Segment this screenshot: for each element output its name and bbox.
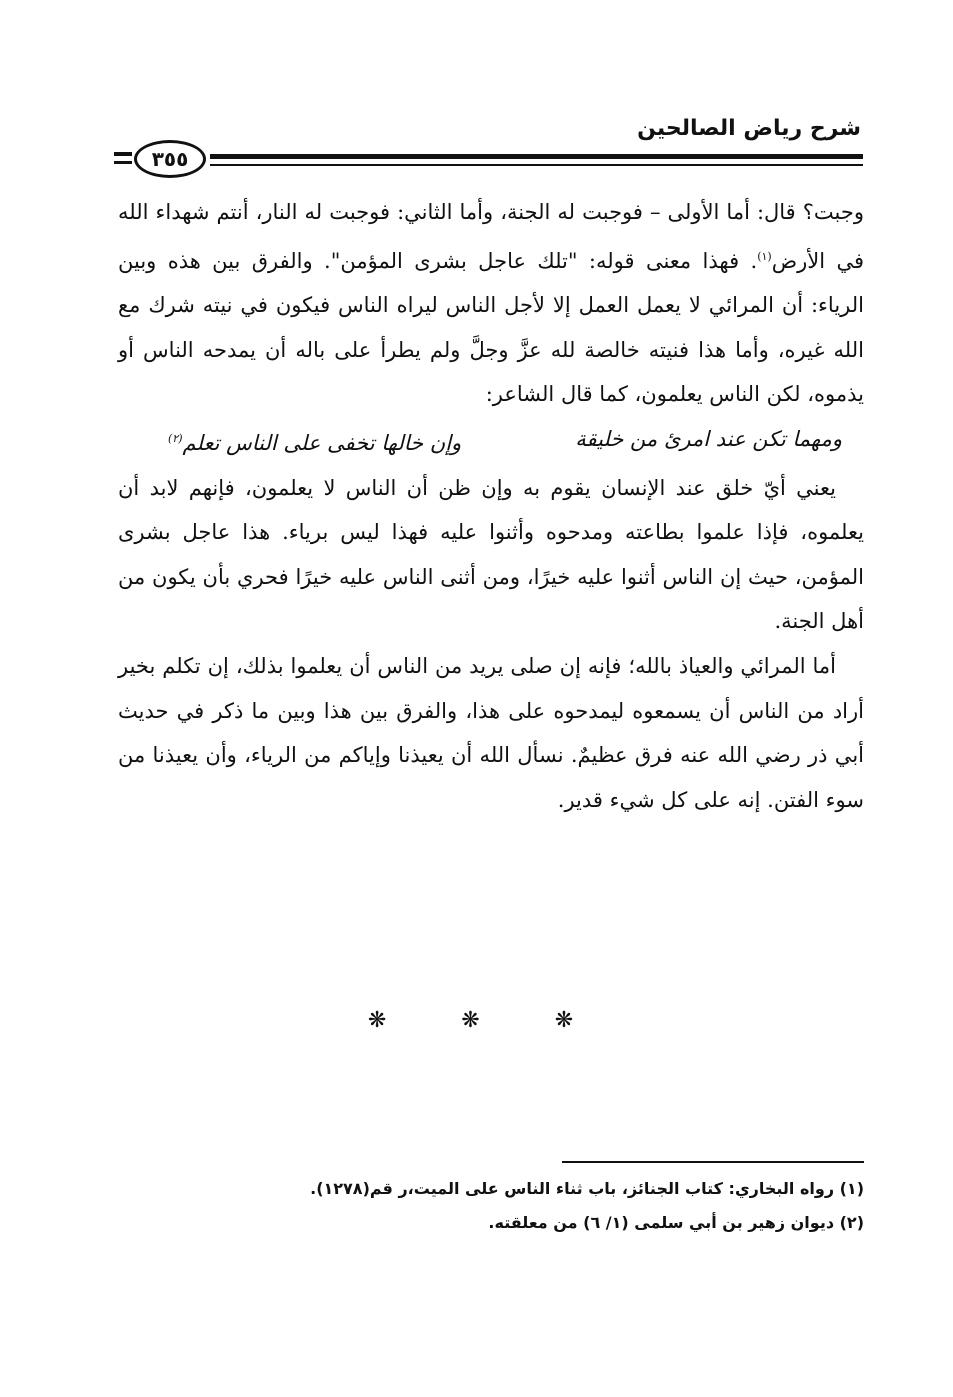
header-rule-tick	[114, 152, 132, 164]
verse-first-hemistich: ومهما تكن عند امرئ من خليقة	[575, 426, 842, 451]
section-separator: ❋ ❋ ❋	[367, 1008, 608, 1033]
poetry-verse	[118, 417, 864, 466]
page-number-badge	[134, 140, 206, 178]
line-1: وجبت؟ قال: أما الأولى – فوجبت له الجنة، وأما الثاني: فوجبت له النار،	[255, 200, 864, 224]
line-3: والفرق بين هذه وبين الرياء: أن المرائي لا يعمل العمل إلا لأجل الناس ليراه	[118, 248, 864, 318]
footnote-1: (١) رواه البخاري: كتاب الجنائز، باب ثناء الناس على الميت،ر قم(١٢٧٨).	[310, 1179, 864, 1198]
page-number: ٣٥٥	[151, 147, 189, 171]
paragraph-3: أما المرائي والعياذ بالله؛ فإنه إن صلى يريد من الناس أن يعلموا بذلك، إن تكلم بخير أراد من الناس أن يسمعوه ليمدحوه على هذا، والفرق بين هذا وبين ما ذكر في حديث أبي ذر رضي الله عنه فرق عظيمٌ. نسأل الله أن يعيذنا وإياكم من الرياء، وأن يعيذنا من سوء الفتن. إنه على كل شيء قدير.	[118, 653, 864, 812]
line-2a: أنتم شهداء الله في الأرض	[118, 200, 864, 273]
footnote-ref-2: (٢)	[168, 431, 183, 445]
footnote-rule	[562, 1161, 864, 1163]
line-4: الناس فيكون في نيته شرك مع الله غيره، وأما هذا فنيته خالصة لله عزَّ وجلَّ	[118, 293, 864, 362]
running-header-title: شرح رياض الصالحين	[637, 116, 861, 141]
footnote-ref-1: (١)	[757, 249, 772, 263]
line-2b: . فهذا معنى قوله: "تلك عاجل بشرى المؤمن".	[324, 248, 758, 273]
paragraph-2: يعني أيّ خلق عند الإنسان يقوم به وإن ظن أن الناس لا يعلمون، فإنهم لابد أن يعلموه، فإذا علموا بطاعته ومدحوه وأثنوا عليه فهذا ليس برياء. هذا عاجل بشرى المؤمن، حيث إن الناس أثنوا عليه خيرًا، ومن أثنى الناس عليه خيرًا فحري بأن يكون من أهل الجنة.	[118, 475, 864, 634]
main-text	[118, 190, 864, 822]
footnote-2: (٢) ديوان زهير بن أبي سلمى (١/ ٦) من معلقته.	[488, 1213, 864, 1232]
header-rule	[210, 154, 863, 166]
footnotes	[118, 1172, 864, 1240]
paragraph-1	[118, 190, 864, 417]
line-5: ولم يطرأ على باله أن يمدحه الناس أو يذموه، لكن الناس يعلمون، كما قال	[118, 337, 864, 407]
verse-second-hemistich: وإن خالها تخفى على الناس تعلم	[182, 430, 462, 455]
line-6: الشاعر:	[485, 382, 555, 407]
verse-second-hemistich-wrap	[168, 417, 461, 466]
